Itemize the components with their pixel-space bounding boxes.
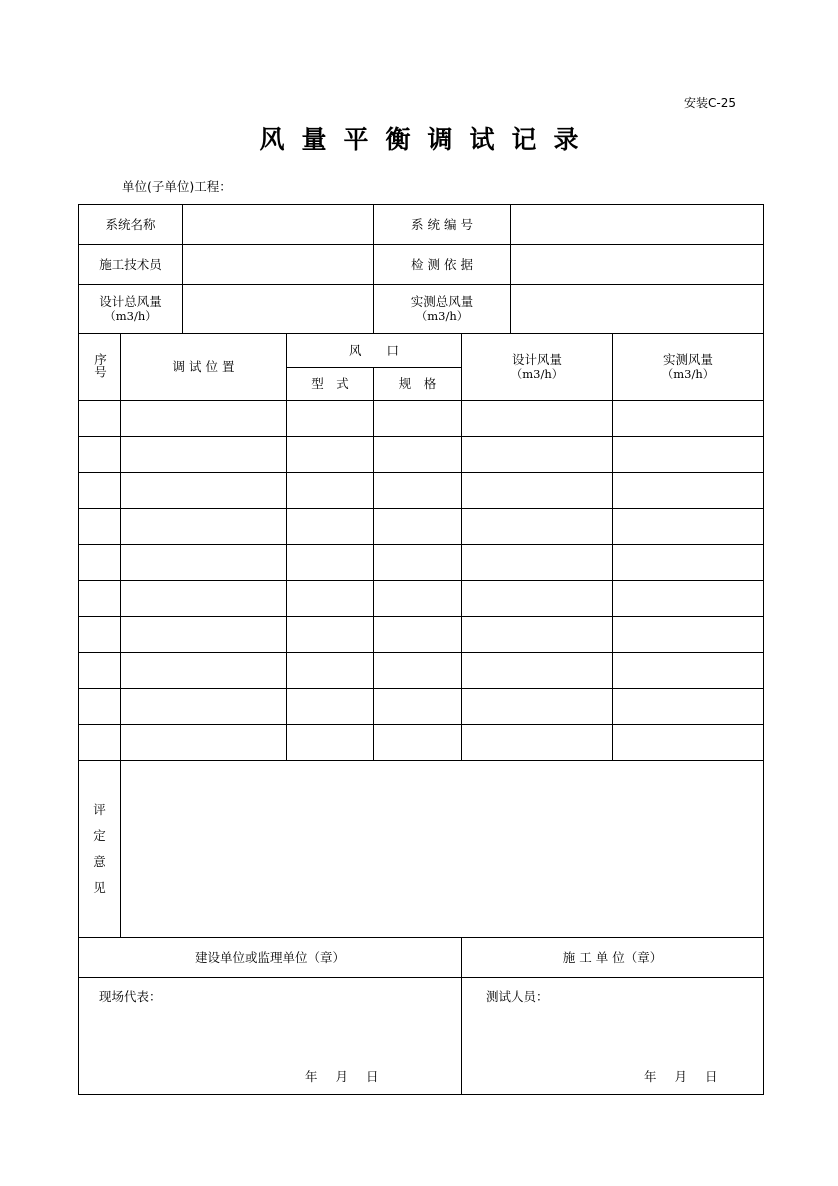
design-total-unit: （m3/h） <box>104 309 157 323</box>
cell-seq[interactable] <box>79 473 121 509</box>
right-sign-date <box>630 1070 718 1084</box>
system-no-field[interactable] <box>511 205 764 245</box>
opinion-char-1: 评 <box>93 802 106 817</box>
design-total-cell <box>79 285 183 334</box>
measured-header-unit: （m3/h） <box>661 367 715 381</box>
left-day-label: 日 <box>366 1069 379 1084</box>
cell-type[interactable] <box>287 617 374 653</box>
system-name-label: 系统名称 <box>79 205 183 245</box>
design-header <box>462 334 613 401</box>
tester-label: 测试人员： <box>486 989 549 1004</box>
cell-type[interactable] <box>287 509 374 545</box>
cell-type[interactable] <box>287 545 374 581</box>
cell-spec[interactable] <box>374 725 462 761</box>
right-month-label: 月 <box>674 1069 688 1084</box>
cell-measured[interactable] <box>613 509 764 545</box>
left-sign-cell[interactable] <box>79 978 462 1095</box>
cell-type[interactable] <box>287 725 374 761</box>
cell-position[interactable] <box>121 653 287 689</box>
cell-design[interactable] <box>462 545 613 581</box>
right-sign-cell[interactable] <box>462 978 764 1095</box>
cell-position[interactable] <box>121 437 287 473</box>
table-row <box>79 545 764 581</box>
seq-header <box>79 334 121 401</box>
cell-position[interactable] <box>121 545 287 581</box>
type-header: 型 式 <box>287 368 374 401</box>
measured-total-field[interactable] <box>511 285 764 334</box>
opinion-char-2: 定 <box>93 828 106 843</box>
table-row <box>79 653 764 689</box>
measured-total-label: 实测总风量 <box>410 294 474 309</box>
cell-measured[interactable] <box>613 437 764 473</box>
basis-label: 检 测 依 据 <box>374 245 511 285</box>
cell-seq[interactable] <box>79 581 121 617</box>
cell-type[interactable] <box>287 653 374 689</box>
cell-seq[interactable] <box>79 545 121 581</box>
cell-measured[interactable] <box>613 401 764 437</box>
cell-measured[interactable] <box>613 581 764 617</box>
right-year-label: 年 <box>644 1069 657 1084</box>
system-name-field[interactable] <box>183 205 374 245</box>
design-total-label: 设计总风量 <box>99 294 162 309</box>
cell-type[interactable] <box>287 581 374 617</box>
opinion-char-4: 见 <box>93 880 106 895</box>
cell-measured[interactable] <box>613 689 764 725</box>
measured-total-unit: （m3/h） <box>415 309 469 323</box>
design-header-label: 设计风量 <box>512 352 563 367</box>
cell-measured[interactable] <box>613 617 764 653</box>
left-month-label: 月 <box>335 1069 349 1084</box>
page-title: 风量平衡调试记录 <box>259 125 596 154</box>
position-header: 调 试 位 置 <box>121 334 287 401</box>
airflow-table <box>78 333 764 938</box>
cell-spec[interactable] <box>374 689 462 725</box>
cell-measured[interactable] <box>613 653 764 689</box>
cell-type[interactable] <box>287 473 374 509</box>
measured-total-cell <box>374 285 511 334</box>
right-day-label: 日 <box>705 1069 718 1084</box>
cell-spec[interactable] <box>374 509 462 545</box>
cell-design[interactable] <box>462 617 613 653</box>
left-sign-header: 建设单位或监理单位（章） <box>79 938 462 978</box>
outlet-header: 风 口 <box>287 334 462 368</box>
basis-field[interactable] <box>511 245 764 285</box>
seq-header-text: 序号 <box>92 353 108 378</box>
table-row <box>79 617 764 653</box>
tech-label: 施工技术员 <box>79 245 183 285</box>
cell-position[interactable] <box>121 509 287 545</box>
design-total-field[interactable] <box>183 285 374 334</box>
table-row <box>79 509 764 545</box>
project-label: 单位(子单位)工程： <box>122 179 232 194</box>
cell-spec[interactable] <box>374 581 462 617</box>
cell-type[interactable] <box>287 401 374 437</box>
cell-measured[interactable] <box>613 725 764 761</box>
cell-position[interactable] <box>121 401 287 437</box>
cell-seq[interactable] <box>79 653 121 689</box>
cell-spec[interactable] <box>374 473 462 509</box>
left-year-label: 年 <box>305 1069 318 1084</box>
table-row <box>79 689 764 725</box>
cell-position[interactable] <box>121 473 287 509</box>
cell-position[interactable] <box>121 581 287 617</box>
cell-design[interactable] <box>462 653 613 689</box>
opinion-field[interactable] <box>121 761 764 938</box>
cell-spec[interactable] <box>374 545 462 581</box>
table-row <box>79 401 764 437</box>
cell-position[interactable] <box>121 725 287 761</box>
cell-design[interactable] <box>462 581 613 617</box>
cell-position[interactable] <box>121 689 287 725</box>
spec-header: 规 格 <box>374 368 462 401</box>
cell-design[interactable] <box>462 437 613 473</box>
cell-type[interactable] <box>287 689 374 725</box>
measured-header <box>613 334 764 401</box>
site-representative-label: 现场代表： <box>99 989 162 1004</box>
cell-position[interactable] <box>121 617 287 653</box>
cell-design[interactable] <box>462 725 613 761</box>
cell-measured[interactable] <box>613 473 764 509</box>
left-sign-date <box>291 1070 379 1084</box>
cell-seq[interactable] <box>79 437 121 473</box>
cell-spec[interactable] <box>374 437 462 473</box>
cell-type[interactable] <box>287 437 374 473</box>
table-row <box>79 437 764 473</box>
cell-design[interactable] <box>462 473 613 509</box>
cell-design[interactable] <box>462 401 613 437</box>
cell-spec[interactable] <box>374 401 462 437</box>
cell-seq[interactable] <box>79 689 121 725</box>
tech-field[interactable] <box>183 245 374 285</box>
table-row <box>79 473 764 509</box>
cell-design[interactable] <box>462 509 613 545</box>
design-header-unit: （m3/h） <box>510 367 564 381</box>
measured-header-label: 实测风量 <box>663 352 714 367</box>
project-line <box>122 177 232 195</box>
cell-seq[interactable] <box>79 401 121 437</box>
signature-table <box>78 937 764 1095</box>
form-code: 安装C-25 <box>684 96 736 110</box>
info-table <box>78 204 764 334</box>
right-sign-header: 施 工 单 位（章） <box>462 938 764 978</box>
cell-spec[interactable] <box>374 617 462 653</box>
table-row <box>79 725 764 761</box>
system-no-label: 系 统 编 号 <box>374 205 511 245</box>
cell-seq[interactable] <box>79 725 121 761</box>
cell-seq[interactable] <box>79 509 121 545</box>
opinion-label-cell <box>79 761 121 938</box>
table-row <box>79 581 764 617</box>
cell-spec[interactable] <box>374 653 462 689</box>
cell-seq[interactable] <box>79 617 121 653</box>
opinion-char-3: 意 <box>93 854 106 869</box>
cell-measured[interactable] <box>613 545 764 581</box>
cell-design[interactable] <box>462 689 613 725</box>
